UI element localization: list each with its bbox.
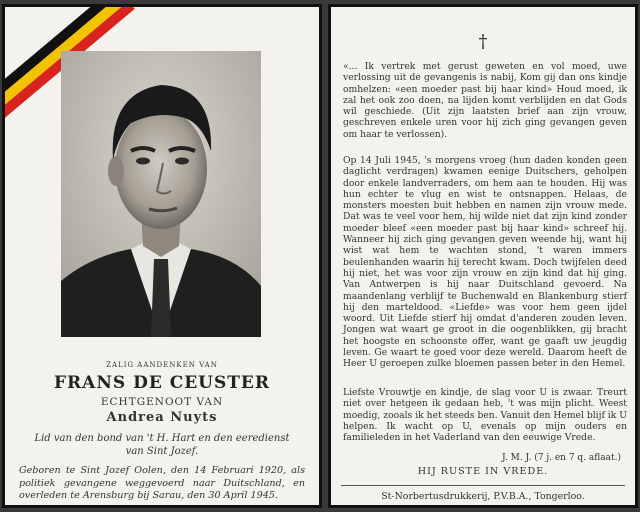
birth-death-text: Geboren te Sint Jozef Oolen, den 14 Februari 1920, als politiek gevangene weggevoerd naar Duitschland, en overleden te Arensburg bij Sarau, den 30 April 1945. (19, 465, 305, 501)
biography-paragraph: Op 14 Juli 1945, 's morgens vroeg (hun daden konden geen daglicht verdragen) kwamen eenige Duitschers, geholpen door enkele landverraders, om hem aan te houden. Hij was hun echter te vlug en wist te ontsnappen. Helaas, de monsters moesten buit hebben en namen zijn vrouw mede. Dat was te veel voor hem, hij wilde niet dat zijn kind zonder moeder bleef «een moeder past bij haar kind» schreef hij. Wanneer hij zich ging gevangen geven weende hij, want hij wist wat hem te wachten stond, 't waren immers beulenhanden waarin hij terecht kwam. Doch twijfelen deed hij niet, het was voor zijn vrouw en zijn kind dat hij ging. Van Antwerpen is hij naar Duitschland gevoerd. Na maandenlang verblijf te Buchenwald en Blankenburg stierf hij den marteldood. «Liefde» was voor hem geen ijdel woord. Uit Liefde stierf hij omdat d'anderen zouden leven. Jongen wat waart ge groot in die oogenblikken, gij bracht het hoogste en schoonste offer, want ge gaaft uw jeugdig leven. Ge waart te goed voor deze wereld. Daarom heeft de Heer U geroepen zulke bloemen passen beter in den Hemel. (343, 155, 627, 370)
cross-icon: † (478, 31, 488, 52)
memorial-card-front (2, 4, 322, 508)
memorial-card-back (328, 4, 638, 508)
farewell-paragraph: Liefste Vrouwtje en kindje, de slag voor U is zwaar. Treurt niet over hetgeen ik gedaan heb, 't was mijn plicht. Weest moedig, zooals ik het steeds ben. Vanuit den Hemel blijf ik U helpen. Ik wacht op U, evenals op mijn ouders en familieleden in het Vaderland van den eeuwige Vrede. (343, 387, 627, 444)
deceased-name: FRANS DE CEUSTER (53, 373, 271, 393)
rest-in-peace: HIJ RUSTE IN VREDE. (417, 466, 549, 477)
indulgence-signature: J. M. J. (7 j. en 7 q. aflaat.) (502, 453, 621, 463)
spouse-name: Andrea Nuyts (106, 410, 218, 425)
letter-quote-paragraph: «... Ik vertrek met gerust geweten en vol moed, uwe verlossing uit de gevangenis is nabij, Kom gij dan ons kindje omhelzen: «een moeder past bij haar kind» Houd moed, ik zal het ook zoo doen, na lijden komt verblijden en dat Gods wil geschiede. (Uit zijn laatsten brief aan zijn vrouw, geschreven enkele uren voor hij zich ging gevangen geven om haar te verlossen). (343, 61, 627, 140)
portrait-photo (61, 51, 261, 337)
in-memory-heading: ZALIG AANDENKEN VAN (106, 361, 218, 369)
printer-credit: St-Norbertusdrukkerij, P.V.B.A., Tongerloo. (381, 491, 585, 502)
divider (341, 485, 625, 486)
spouse-heading: ECHTGENOOT VAN (100, 396, 224, 408)
membership-text: Lid van den bond van 't H. Hart en den eeredienst van Sint Jozef. (34, 433, 290, 457)
